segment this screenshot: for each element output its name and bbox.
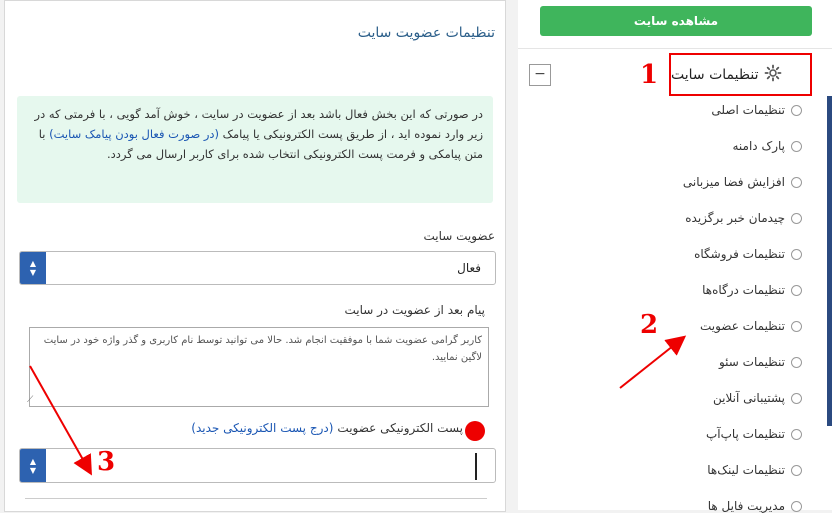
- menu-item-main-settings[interactable]: تنظیمات اصلی: [711, 103, 802, 117]
- menu-item-shop-settings[interactable]: تنظیمات فروشگاه: [694, 247, 802, 261]
- panel-title: تنظیمات عضویت سایت: [357, 25, 495, 41]
- annotation-1: 1: [640, 60, 659, 90]
- new-email-link[interactable]: (درج پست الکترونیکی جدید): [191, 421, 334, 435]
- menu-item-featured-news[interactable]: چیدمان خبر برگزیده: [685, 211, 802, 225]
- sms-link[interactable]: (در صورت فعال بودن پیامک سایت): [49, 127, 220, 141]
- membership-label: عضویت سایت: [423, 229, 495, 243]
- select-arrows-icon: ▲ ▼: [20, 449, 46, 482]
- resize-handle-icon[interactable]: ⟋: [27, 395, 34, 405]
- menu-item-link-settings[interactable]: تنظیمات لینک‌ها: [707, 463, 802, 477]
- membership-value: فعال: [457, 261, 481, 275]
- menu-item-gateway-settings[interactable]: تنظیمات درگاه‌ها: [702, 283, 802, 297]
- menu-item-seo-settings[interactable]: تنظیمات سئو: [719, 355, 802, 369]
- annotation-3: 3: [97, 447, 116, 477]
- info-text-1: در صورتی که این بخش فعال باشد بعد از عضویت در سایت ، خوش آمد گویی ، با فرمتی که در زیر وارد نموده اید ، از طریق پست الکترونیکی یا پیامک: [34, 107, 483, 141]
- annotation-2: 2: [640, 310, 659, 340]
- collapse-button[interactable]: −: [529, 64, 551, 86]
- arrow-3: [30, 366, 90, 472]
- message-label: پیام بعد از عضویت در سایت: [344, 303, 485, 317]
- menu-item-domain-park[interactable]: پارک دامنه: [732, 139, 802, 153]
- menu-item-online-support[interactable]: پشتیبانی آنلاین: [713, 391, 802, 405]
- menu-item-hosting-space[interactable]: افزایش فضا میزبانی: [683, 175, 802, 189]
- select-arrows-icon: ▲ ▼: [20, 252, 46, 284]
- arrow-2: [620, 338, 683, 388]
- view-site-button[interactable]: مشاهده سایت: [540, 6, 812, 36]
- menu-item-membership-settings[interactable]: تنظیمات عضویت: [700, 319, 802, 333]
- menu-item-file-management[interactable]: مدیریت فایل ها: [708, 499, 802, 513]
- info-text-2: با متن پیامکی و فرمت پست الکترونیکی انتخاب شده برای کاربر ارسال می گردد.: [38, 127, 483, 161]
- site-settings-title: تنظیمات سایت: [671, 66, 759, 83]
- email-label: پست الکترونیکی عضویت: [337, 421, 463, 435]
- menu-item-popup-settings[interactable]: تنظیمات پاپ‌آپ: [706, 427, 802, 441]
- message-textarea[interactable]: کاربر گرامی عضویت شما با موفقیت انجام شد. حالا می توانید توسط نام کاربری و گذر واژه خود در سایت لاگین نمایید.: [29, 327, 489, 407]
